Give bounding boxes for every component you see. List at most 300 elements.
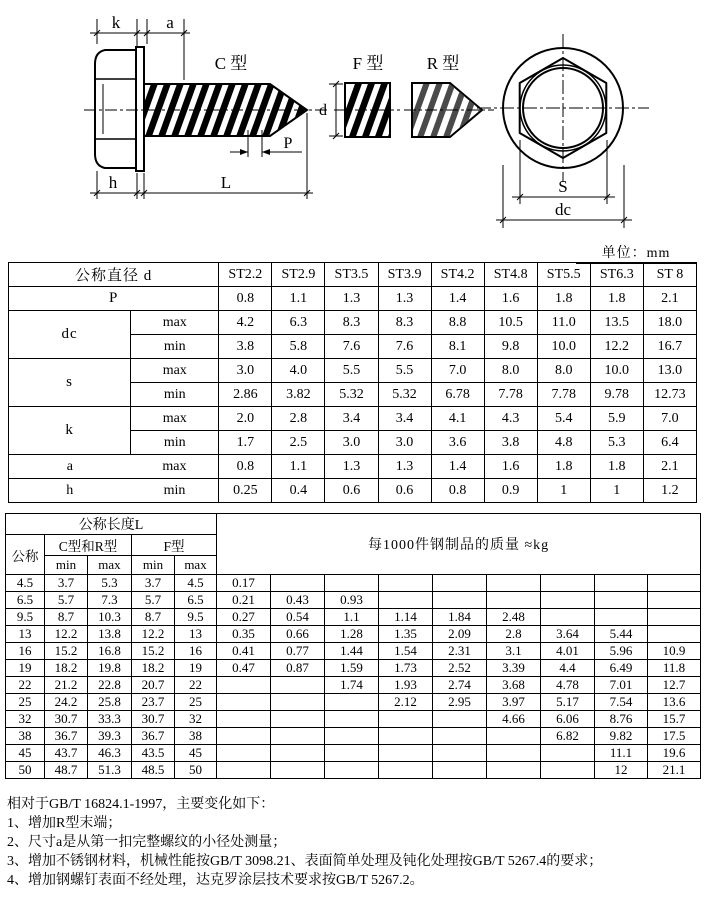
row-h-min [9,479,697,503]
sub-label: min [45,556,88,575]
param-label: s [9,359,131,407]
row-dc-max [9,311,697,335]
r-type-section [404,74,495,146]
cell: 16 [175,643,217,660]
sub-label: min [132,556,175,575]
cell: 2.5 [272,431,325,455]
cell [487,575,541,592]
cell [595,609,648,626]
cell [433,745,487,762]
cell: 4.5 [6,575,45,592]
size-header: ST 8 [643,263,696,287]
cell [487,745,541,762]
cell: 9.8 [484,335,537,359]
cell: 43.7 [45,745,88,762]
cell: 13.0 [643,359,696,383]
cell [541,592,595,609]
cell: 19 [175,660,217,677]
cell: 12.7 [648,677,701,694]
cell: 1.2 [643,479,696,503]
table-row [6,609,701,626]
table-row [6,711,701,728]
dim-h-label: h [108,173,118,192]
cell: 1.3 [378,287,431,311]
cell [271,694,325,711]
cell: 8.0 [537,359,590,383]
nominal-header: 公称 [6,535,45,575]
cell: 22.8 [88,677,132,694]
cell: 5.3 [88,575,132,592]
cell: 32 [175,711,217,728]
cell [595,575,648,592]
cell: 0.8 [219,287,272,311]
cell: 1.84 [433,609,487,626]
cell: 8.76 [595,711,648,728]
cell: 51.3 [88,762,132,779]
size-header: ST3.9 [378,263,431,287]
cell: 5.7 [132,592,175,609]
cell: 8.3 [325,311,378,335]
cell [379,762,433,779]
cell: 6.4 [643,431,696,455]
cell: 2.48 [487,609,541,626]
cell [271,762,325,779]
cell: 12.2 [132,626,175,643]
cell: 18.2 [45,660,88,677]
cell: 4.3 [484,407,537,431]
sub-label: max [131,359,219,383]
cell: 10.0 [537,335,590,359]
cell: 13 [6,626,45,643]
cell: 2.1 [643,287,696,311]
sub-label: min [131,335,219,359]
cell: 1.1 [272,287,325,311]
length-header-row [6,514,701,535]
cell [541,745,595,762]
cell: 4.8 [537,431,590,455]
sub-label: min [163,482,186,498]
cell: 1.8 [590,455,643,479]
cell [325,745,379,762]
length-mass-table [5,513,701,779]
cell [379,728,433,745]
cell: 38 [175,728,217,745]
cell: 13.5 [590,311,643,335]
cell: 9.5 [6,609,45,626]
cell [325,711,379,728]
cell: 22 [175,677,217,694]
cell: 1.8 [537,287,590,311]
cell [217,694,271,711]
dim-L-label: L [220,173,232,192]
cell: 4.66 [487,711,541,728]
cell: 24.2 [45,694,88,711]
cell: 5.7 [45,592,88,609]
cell: 3.0 [325,431,378,455]
cell: 4.78 [541,677,595,694]
cell: 5.32 [325,383,378,407]
cell: 0.77 [271,643,325,660]
cell: 0.21 [217,592,271,609]
cell: 1.8 [537,455,590,479]
dim-d-label: d [319,102,327,119]
cell: 7.6 [378,335,431,359]
dimension-table [8,262,697,503]
cell: 3.1 [487,643,541,660]
cell: 1 [537,479,590,503]
cell: 2.31 [433,643,487,660]
cell: 18.0 [643,311,696,335]
cell: 4.01 [541,643,595,660]
row-k-max [9,407,697,431]
cell [433,575,487,592]
cell: 3.64 [541,626,595,643]
cell: 7.78 [484,383,537,407]
cell: 50 [6,762,45,779]
cell: 8.7 [45,609,88,626]
table-row [6,762,701,779]
size-header: ST4.2 [431,263,484,287]
cell: 25 [175,694,217,711]
cell: 0.47 [217,660,271,677]
cell [379,745,433,762]
cell: 30.7 [45,711,88,728]
hex-head [95,50,136,168]
cell: 0.8 [219,455,272,479]
cell: 3.7 [45,575,88,592]
cell: 13.8 [88,626,132,643]
cell: 3.4 [378,407,431,431]
cell: 11.1 [595,745,648,762]
cell: 3.7 [132,575,175,592]
cell: 1.54 [379,643,433,660]
cell: 12.73 [643,383,696,407]
note-item-3: 3、增加不锈钢材料，机械性能按GB/T 3098.21、表面简单处理及钝化处理按GB/T 5267.4的要求； [7,854,603,869]
cell: 8.0 [484,359,537,383]
sub-label: max [131,407,219,431]
cell: 5.4 [537,407,590,431]
cell: 8.8 [431,311,484,335]
c-type-label: C 型 [214,54,248,73]
cell: 30.7 [132,711,175,728]
cell: 46.3 [88,745,132,762]
cell: 20.7 [132,677,175,694]
cell: 6.82 [541,728,595,745]
cell: 3.68 [487,677,541,694]
cell [325,694,379,711]
cell: 10.9 [648,643,701,660]
cell: 15.2 [132,643,175,660]
cell: 16.8 [88,643,132,660]
cell: 6.78 [431,383,484,407]
size-header: ST3.5 [325,263,378,287]
param-label: k [9,407,131,455]
cell: 2.86 [219,383,272,407]
cell [433,762,487,779]
cell: 6.06 [541,711,595,728]
cell: 6.49 [595,660,648,677]
table-row [6,660,701,677]
param-label [9,455,219,479]
cell: 1.28 [325,626,379,643]
cell: 5.9 [590,407,643,431]
note-item-2: 2、尺寸a是从第一扣完整螺纹的小径处测量； [7,835,287,850]
cell: 9.82 [595,728,648,745]
cell: 1.35 [379,626,433,643]
cell [433,711,487,728]
row-P [9,287,697,311]
cell: 6.5 [175,592,217,609]
sub-label: min [131,431,219,455]
cell: 2.0 [219,407,272,431]
cell: 7.3 [88,592,132,609]
cell: 1.6 [484,287,537,311]
note-intro: 相对于GB/T 16824.1-1997，主要变化如下： [7,797,275,812]
cell: 3.39 [487,660,541,677]
cell [487,728,541,745]
cell: 5.8 [272,335,325,359]
cell: 5.32 [378,383,431,407]
cell: 16 [6,643,45,660]
cell [433,592,487,609]
cell: 3.4 [325,407,378,431]
size-header: ST4.8 [484,263,537,287]
cell: 7.78 [537,383,590,407]
cell [325,762,379,779]
cell [379,592,433,609]
cell: 0.17 [217,575,271,592]
cell: 45 [175,745,217,762]
cell: 1.1 [272,455,325,479]
cell: 1.4 [431,455,484,479]
cell: 11.0 [537,311,590,335]
cell [271,677,325,694]
cell: 32 [6,711,45,728]
cell: 7.6 [325,335,378,359]
cell: 6.5 [6,592,45,609]
sub-label: min [131,383,219,407]
cell: 3.97 [487,694,541,711]
cell [379,711,433,728]
head-end-view [477,34,649,182]
cell [271,711,325,728]
cell: 22 [6,677,45,694]
size-header: ST5.5 [537,263,590,287]
cell: 17.5 [648,728,701,745]
cell: 43.5 [132,745,175,762]
cell: 21.2 [45,677,88,694]
cell: 1.6 [484,455,537,479]
cell: 0.66 [271,626,325,643]
cell: 7.0 [643,407,696,431]
cell: 1.4 [431,287,484,311]
unit-label: 单位：mm [576,242,696,264]
param-label: P [9,287,219,311]
cell [595,592,648,609]
cell: 38 [6,728,45,745]
note-item-1: 1、增加R型末端； [7,816,122,831]
corner-header: 公称直径 d [9,263,219,287]
cell: 4.1 [431,407,484,431]
cell: 5.3 [590,431,643,455]
cell: 25 [6,694,45,711]
dim-S-label: S [558,177,568,196]
param-h: h [66,482,74,498]
cell: 1.3 [325,287,378,311]
param-a: a [66,458,73,474]
cell: 9.5 [175,609,217,626]
cell: 10.0 [590,359,643,383]
cell: 1.14 [379,609,433,626]
cell: 3.8 [219,335,272,359]
cell [541,762,595,779]
dim-dc-label: dc [554,200,572,219]
cell: 3.0 [378,431,431,455]
cell: 1.7 [219,431,272,455]
cell: 3.8 [484,431,537,455]
cell: 4.0 [272,359,325,383]
cell: 21.1 [648,762,701,779]
cell: 0.35 [217,626,271,643]
cell: 48.5 [132,762,175,779]
cell: 13 [175,626,217,643]
cell: 1.59 [325,660,379,677]
cell: 0.43 [271,592,325,609]
cell: 50 [175,762,217,779]
flange [136,47,144,171]
cell: 13.6 [648,694,701,711]
cell: 4.2 [219,311,272,335]
f-type-header: F型 [132,535,217,556]
cell [648,609,701,626]
cell [487,762,541,779]
length-header: 公称长度L [6,514,217,535]
cell: 0.41 [217,643,271,660]
cell [325,575,379,592]
cell: 8.1 [431,335,484,359]
size-header: ST2.2 [219,263,272,287]
row-s-max [9,359,697,383]
cell: 0.87 [271,660,325,677]
cell: 0.93 [325,592,379,609]
sub-label: max [162,458,187,474]
cell: 18.2 [132,660,175,677]
table-row [6,592,701,609]
cr-type-header: C型和R型 [45,535,132,556]
table-row [6,745,701,762]
table-row [6,643,701,660]
cell: 8.7 [132,609,175,626]
cell: 1.3 [325,455,378,479]
cell: 5.44 [595,626,648,643]
cell: 1.73 [379,660,433,677]
cell: 7.54 [595,694,648,711]
cell: 0.25 [219,479,272,503]
sub-label: max [175,556,217,575]
cell: 0.9 [484,479,537,503]
param-label [9,479,219,503]
size-header: ST6.3 [590,263,643,287]
cell: 8.3 [378,311,431,335]
cell [271,728,325,745]
cell: 1.74 [325,677,379,694]
cell: 0.6 [378,479,431,503]
technical-drawing [0,0,705,240]
cell: 12 [595,762,648,779]
cell: 3.6 [431,431,484,455]
cell [271,575,325,592]
cell: 6.3 [272,311,325,335]
cell [648,575,701,592]
cell: 2.8 [487,626,541,643]
change-notes [7,795,705,890]
note-item-4: 4、增加钢螺钉表面不经处理，达克罗涂层技术要求按GB/T 5267.2。 [7,873,424,888]
param-label: dc [9,311,131,359]
cell: 4.5 [175,575,217,592]
cell: 5.96 [595,643,648,660]
cell [433,728,487,745]
cell: 23.7 [132,694,175,711]
cell [217,711,271,728]
cell: 25.8 [88,694,132,711]
cell: 1 [590,479,643,503]
table-row [6,728,701,745]
cell: 10.3 [88,609,132,626]
cell [271,745,325,762]
cell: 9.78 [590,383,643,407]
cell: 7.01 [595,677,648,694]
table-row [6,677,701,694]
cell: 2.95 [433,694,487,711]
cell: 15.7 [648,711,701,728]
cell: 5.5 [325,359,378,383]
cell: 10.5 [484,311,537,335]
cell: 39.3 [88,728,132,745]
cell: 0.4 [272,479,325,503]
size-header-row [9,263,697,287]
cell: 0.8 [431,479,484,503]
r-type-label: R 型 [426,54,460,73]
size-header: ST2.9 [272,263,325,287]
cell: 2.1 [643,455,696,479]
cell: 2.52 [433,660,487,677]
cell [217,728,271,745]
cell: 19 [6,660,45,677]
cell: 45 [6,745,45,762]
cell: 1.44 [325,643,379,660]
cell: 19.6 [648,745,701,762]
cell: 1.8 [590,287,643,311]
sub-label: max [88,556,132,575]
cell [217,745,271,762]
cell [325,728,379,745]
cell: 11.8 [648,660,701,677]
cell: 0.6 [325,479,378,503]
cell: 12.2 [590,335,643,359]
cell: 3.82 [272,383,325,407]
cell: 1.93 [379,677,433,694]
table-row [6,694,701,711]
table-row [6,575,701,592]
cell: 16.7 [643,335,696,359]
cell: 48.7 [45,762,88,779]
sub-label: max [131,311,219,335]
cell: 36.7 [132,728,175,745]
cell: 12.2 [45,626,88,643]
cell: 19.8 [88,660,132,677]
cell: 2.12 [379,694,433,711]
f-type-section [334,74,414,146]
